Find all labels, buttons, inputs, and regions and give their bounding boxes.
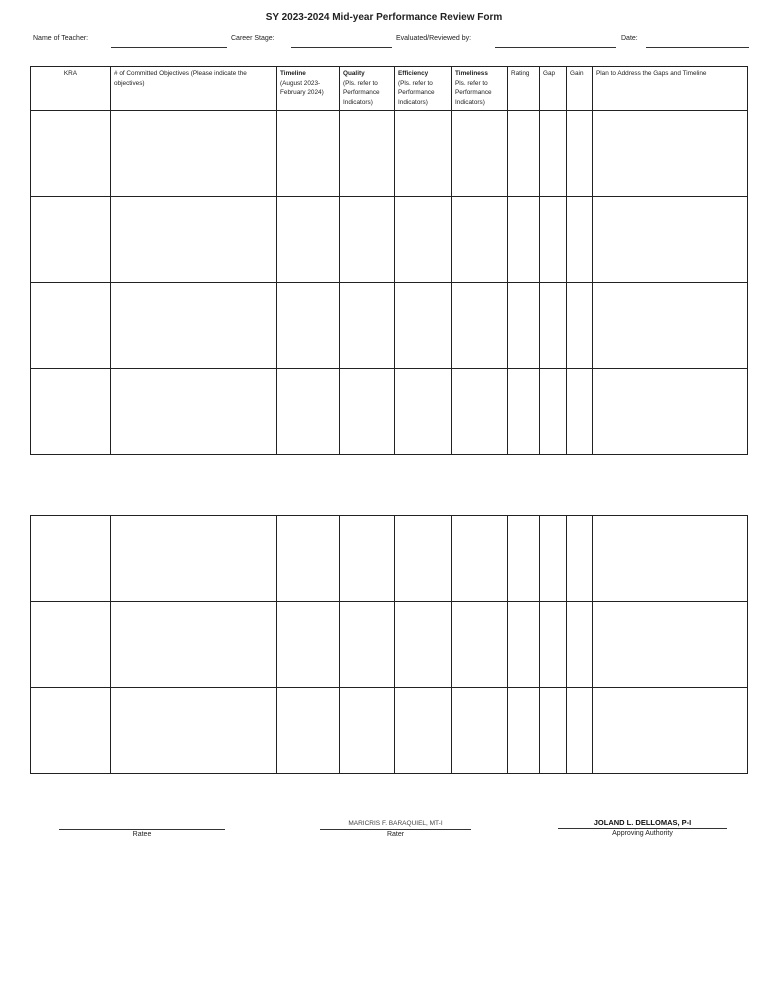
quality-cell[interactable] — [340, 197, 395, 283]
efficiency-cell[interactable] — [395, 688, 452, 774]
quality-cell[interactable] — [340, 111, 395, 197]
timeliness-cell[interactable] — [452, 111, 508, 197]
table-row — [31, 602, 748, 688]
authority-name: JOLAND L. DELLOMAS, P-I — [593, 818, 692, 827]
gain-cell[interactable] — [567, 197, 593, 283]
rater-signature-line — [320, 829, 471, 830]
rater-role: Rater — [386, 831, 405, 838]
rating-cell[interactable] — [508, 197, 540, 283]
evaluated-by-label: Evaluated/Reviewed by: — [396, 35, 472, 42]
kra-header: KRA — [31, 67, 111, 111]
kra-cell[interactable] — [31, 516, 111, 602]
table-row — [31, 197, 748, 283]
gap-cell[interactable] — [540, 688, 567, 774]
rater-name: MARICRIS F. BARAQUIEL, MT-I — [348, 820, 443, 827]
plan-cell[interactable] — [593, 197, 748, 283]
efficiency-cell[interactable] — [395, 197, 452, 283]
rating-cell[interactable] — [508, 111, 540, 197]
rating-header: Rating — [508, 67, 540, 111]
table-row — [31, 688, 748, 774]
timeline-cell[interactable] — [277, 516, 340, 602]
ratee-signature-line — [59, 829, 225, 830]
career-stage-field[interactable] — [291, 47, 392, 48]
timeliness-cell[interactable] — [452, 688, 508, 774]
ratee-signature-block — [59, 819, 225, 838]
timeline-cell[interactable] — [277, 283, 340, 369]
rating-cell[interactable] — [508, 516, 540, 602]
gap-cell[interactable] — [540, 369, 567, 455]
gain-header: Gain — [567, 67, 593, 111]
gain-cell[interactable] — [567, 688, 593, 774]
plan-cell[interactable] — [593, 516, 748, 602]
objectives-cell[interactable] — [111, 111, 277, 197]
objectives-cell[interactable] — [111, 516, 277, 602]
objectives-cell[interactable] — [111, 283, 277, 369]
timeliness-cell[interactable] — [452, 197, 508, 283]
quality-header-title: Quality — [343, 70, 365, 77]
timeline-header-sub: (August 2023- February 2024) — [280, 79, 324, 96]
form-title: SY 2023-2024 Mid-year Performance Review Form — [265, 12, 503, 23]
kra-cell[interactable] — [31, 111, 111, 197]
gain-cell[interactable] — [567, 602, 593, 688]
table-row — [31, 283, 748, 369]
gap-cell[interactable] — [540, 197, 567, 283]
approving-authority-signature-block — [558, 818, 727, 837]
rating-cell[interactable] — [508, 283, 540, 369]
efficiency-cell[interactable] — [395, 369, 452, 455]
kra-cell[interactable] — [31, 602, 111, 688]
gap-header: Gap — [540, 67, 567, 111]
timeline-header — [277, 67, 340, 111]
timeliness-header-title: Timeliness — [455, 70, 488, 77]
quality-cell[interactable] — [340, 688, 395, 774]
ratee-role: Ratee — [132, 831, 152, 838]
rater-signature-block — [320, 819, 471, 838]
ratee-name[interactable] — [59, 819, 225, 829]
gain-cell[interactable] — [567, 283, 593, 369]
efficiency-header-sub: (Pls. refer to Performance Indicators) — [398, 79, 435, 106]
gain-cell[interactable] — [567, 369, 593, 455]
efficiency-header-title: Efficiency — [398, 70, 429, 77]
quality-cell[interactable] — [340, 369, 395, 455]
quality-header — [340, 67, 395, 111]
timeliness-cell[interactable] — [452, 602, 508, 688]
quality-header-sub: (Pls. refer to Performance Indicators) — [343, 79, 380, 106]
table-header-row — [31, 67, 748, 111]
career-stage-label: Career Stage: — [231, 35, 275, 42]
date-field[interactable] — [646, 47, 749, 48]
timeliness-cell[interactable] — [452, 516, 508, 602]
gap-cell[interactable] — [540, 283, 567, 369]
rating-cell[interactable] — [508, 602, 540, 688]
kra-cell[interactable] — [31, 283, 111, 369]
plan-cell[interactable] — [593, 111, 748, 197]
authority-role: Approving Authority — [612, 830, 673, 837]
efficiency-cell[interactable] — [395, 516, 452, 602]
objectives-header: # of Committed Objectives (Please indicate the objectives) — [111, 67, 277, 111]
plan-cell[interactable] — [593, 688, 748, 774]
efficiency-cell[interactable] — [395, 602, 452, 688]
timeline-cell[interactable] — [277, 111, 340, 197]
teacher-name-label: Name of Teacher: — [33, 35, 89, 42]
gap-cell[interactable] — [540, 516, 567, 602]
timeline-cell[interactable] — [277, 688, 340, 774]
objectives-cell[interactable] — [111, 602, 277, 688]
rating-cell[interactable] — [508, 369, 540, 455]
review-table-1 — [30, 66, 748, 455]
table-row — [31, 516, 748, 602]
plan-cell[interactable] — [593, 602, 748, 688]
evaluated-by-field[interactable] — [495, 47, 616, 48]
rating-cell[interactable] — [508, 688, 540, 774]
table-row — [31, 111, 748, 197]
objectives-cell[interactable] — [111, 369, 277, 455]
timeline-cell[interactable] — [277, 602, 340, 688]
timeline-cell[interactable] — [277, 369, 340, 455]
kra-cell[interactable] — [31, 369, 111, 455]
quality-cell[interactable] — [340, 283, 395, 369]
quality-cell[interactable] — [340, 516, 395, 602]
plan-cell[interactable] — [593, 369, 748, 455]
timeliness-cell[interactable] — [452, 283, 508, 369]
gap-cell[interactable] — [540, 111, 567, 197]
objectives-cell[interactable] — [111, 688, 277, 774]
timeliness-header-sub: Pls. refer to Performance Indicators) — [455, 79, 492, 106]
efficiency-cell[interactable] — [395, 111, 452, 197]
gain-cell[interactable] — [567, 516, 593, 602]
timeline-cell[interactable] — [277, 197, 340, 283]
plan-header: Plan to Address the Gaps and Timeline — [593, 67, 748, 111]
date-label: Date: — [621, 35, 638, 42]
kra-cell[interactable] — [31, 688, 111, 774]
authority-signature-line — [558, 828, 727, 829]
teacher-name-field[interactable] — [111, 47, 227, 48]
quality-cell[interactable] — [340, 602, 395, 688]
efficiency-header — [395, 67, 452, 111]
timeliness-header — [452, 67, 508, 111]
kra-cell[interactable] — [31, 197, 111, 283]
plan-cell[interactable] — [593, 283, 748, 369]
gain-cell[interactable] — [567, 111, 593, 197]
gap-cell[interactable] — [540, 602, 567, 688]
objectives-cell[interactable] — [111, 197, 277, 283]
timeline-header-title: Timeline — [280, 70, 306, 77]
table-row — [31, 369, 748, 455]
review-table-2 — [30, 515, 748, 774]
timeliness-cell[interactable] — [452, 369, 508, 455]
efficiency-cell[interactable] — [395, 283, 452, 369]
